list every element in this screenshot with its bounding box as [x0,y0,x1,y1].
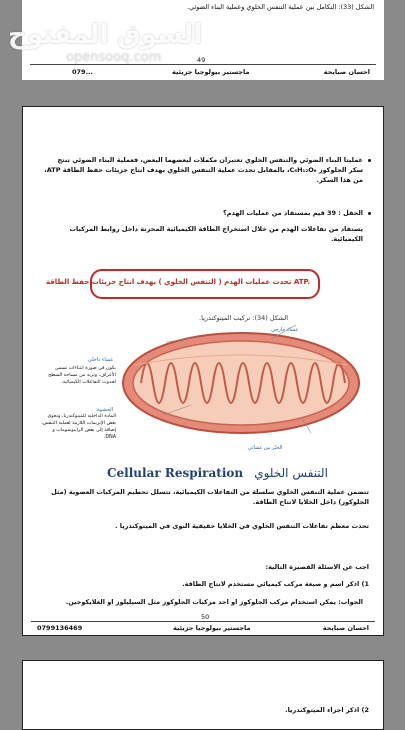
page-number: 49 [197,56,206,64]
paragraph-photosynthesis: عمليتا البناء الضوئي والتنفس الخلوي تعتبران مكملات لبعضهما البعض، فعملية البناء الضوئي تنتج سكر الجلوكوز C₆H₁₂O₆، بالمقابل تحدث عملية التنفس الخلوي بهدف انتاج جزيئات حفظ الطاقة ATP، من هذا السكر. [44,156,363,184]
label-outer-membrane: غشاء خارجي [271,327,298,333]
label-matrix-desc: المادة الداخلية للميتوكندريا، وتحوي بعض الإنزيمات اللازمة لعملية التنفس، إضافة إلى بعض الرايبوسومات و DNA. [41,414,116,440]
paragraph-mitochondria-site: تحدث معظم تفاعلات التنفس الخلوي في الخلايا حقيقية النوى في الميتوكندريا . [115,522,369,530]
section-title [107,462,328,481]
bullet-icon [368,212,371,215]
figure-caption: الشكل (33): التكامل بين عملية التنفس الخلوي وعملية البناء الضوئي. [187,3,374,11]
watermark-latin: opensooq.com [66,50,162,65]
question-1: 1) اذكر اسم و صيغة مركب كيميائي مستخدم لانتاج الطاقة. [182,580,369,588]
highlight-callout [45,269,320,299]
watermark-arabic: السوق المفتوح [8,20,203,50]
footer-phone: 0799136469 [37,624,83,632]
page-number: 50 [201,613,210,621]
label-inner-desc: يكون في صورة انثناءات تسمى الأعراف، وتزيد من مساحة السطح لحدوث التفاعلات الكيميائية. [48,366,116,385]
paragraph-catabolism: يستفاد من تفاعلات الهدم من خلال استخراج الطاقة الكيميائية المخزنة داخل روابط المركبات الكيميائية. [69,225,363,243]
footer-course: ماجستير بيولوجيا جزيئية [173,624,251,632]
label-matrix: الحشوة: [95,407,113,413]
figure-caption: الشكل (34): تركيب الميتوكندريا. [199,314,288,322]
main-page [22,106,384,636]
bullet-icon [368,159,371,162]
question-label: الحقل : 39 قيم بمستقاد من عمليات الهدم؟ [222,209,363,217]
callout-text: تحدث عمليات الهدم ( التنفس الخلوي ) بهدف انتاج جزيئات حفظ الطاقة ATP. [45,278,310,286]
footer-course: ماجستير بيولوجيا جزيئية [172,68,250,76]
mitochondria-illustration [71,305,371,455]
footer-author: احسان صبايحة [323,68,370,76]
question-2: 2) اذكر اجزاء الميتوكندريا. [285,706,369,714]
footer-phone: 079... [72,68,93,76]
footer-rule [31,621,375,622]
section-title-english: Cellular Respiration [107,466,244,480]
answer-1: الجواب: يمكن استخدام مركب الجلوكوز او احد مركبات الجلوكوز مثل السيليلوز او الغلايكوجين. [65,598,363,606]
label-inner-membrane: غشاء داخلي [87,357,113,363]
label-intermembrane: الحيّز بين غشائي [248,445,283,451]
exercise-title: اجب عن الاسئلة القصيرة التالية: [265,563,369,571]
section-title-arabic: التنفس الخلوي [254,466,328,480]
mitochondria-body [123,333,359,433]
footer-author: احسان صبايحة [322,624,369,632]
paragraph-respiration-def: تتضمن عملية التنفس الخلوي سلسلة من التفاعلات الكيميائية، تتسلل تحطيم المركبات العضوية (مثل الجلوكوز) داخل الخلايا لانتاج الطاقة. [51,488,369,506]
